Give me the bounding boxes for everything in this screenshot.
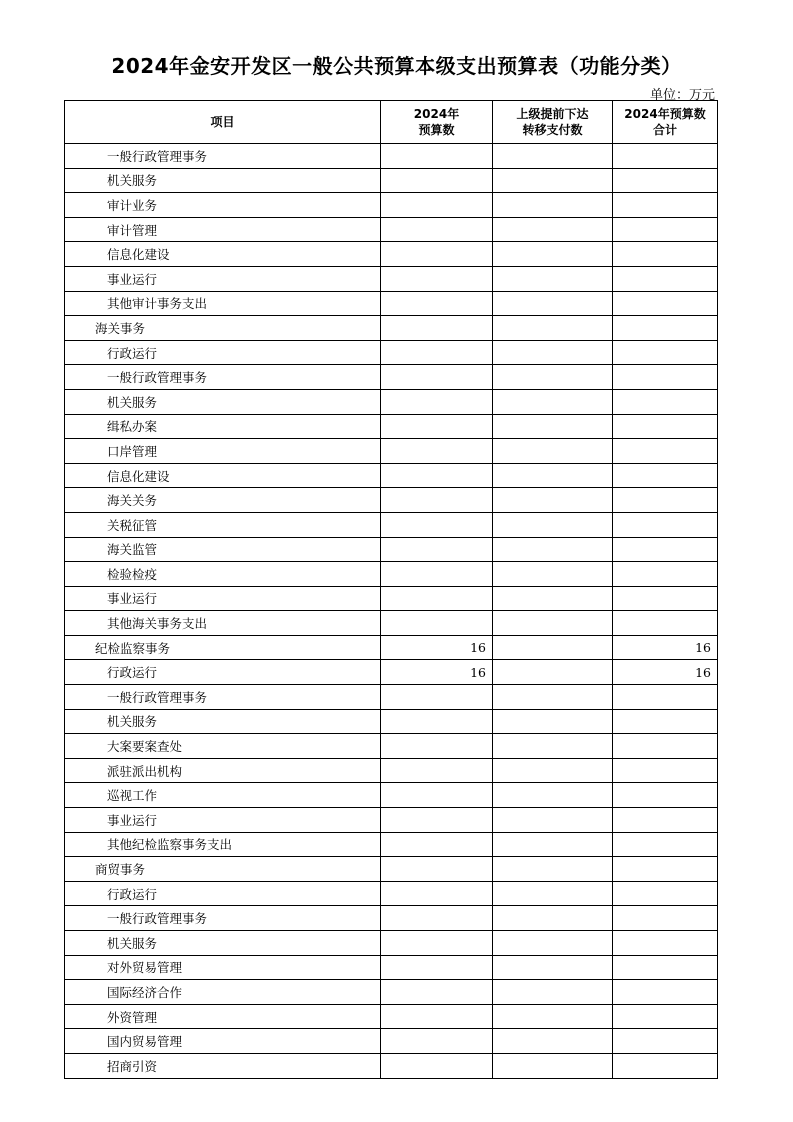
row-transfer-value	[493, 340, 613, 365]
row-item-name: 信息化建设	[65, 242, 381, 267]
row-total-value	[613, 242, 718, 267]
row-budget-value	[381, 906, 493, 931]
table-row	[65, 906, 718, 931]
row-budget-value	[381, 537, 493, 562]
row-item-name: 审计业务	[65, 193, 381, 218]
table-row	[65, 439, 718, 464]
row-item-name: 对外贸易管理	[65, 955, 381, 980]
table-row	[65, 734, 718, 759]
row-budget-value	[381, 414, 493, 439]
row-budget-value	[381, 1004, 493, 1029]
row-transfer-value	[493, 783, 613, 808]
row-item-name: 关税征管	[65, 512, 381, 537]
row-item-name: 口岸管理	[65, 439, 381, 464]
row-transfer-value	[493, 586, 613, 611]
row-total-value	[613, 414, 718, 439]
row-item-name: 海关事务	[65, 316, 381, 341]
row-transfer-value	[493, 144, 613, 169]
row-budget-value	[381, 316, 493, 341]
table-row	[65, 1004, 718, 1029]
row-budget-value	[381, 1053, 493, 1078]
row-total-value	[613, 611, 718, 636]
row-item-name: 其他审计事务支出	[65, 291, 381, 316]
row-item-name: 事业运行	[65, 808, 381, 833]
row-total-value	[613, 808, 718, 833]
table-row	[65, 266, 718, 291]
row-transfer-value	[493, 931, 613, 956]
row-total-value	[613, 1029, 718, 1054]
row-total-value	[613, 832, 718, 857]
row-item-name: 派驻派出机构	[65, 758, 381, 783]
table-row	[65, 758, 718, 783]
table-row	[65, 832, 718, 857]
row-total-value	[613, 439, 718, 464]
row-total-value	[613, 586, 718, 611]
row-transfer-value	[493, 389, 613, 414]
row-transfer-value	[493, 168, 613, 193]
row-item-name: 其他海关事务支出	[65, 611, 381, 636]
row-total-value	[613, 316, 718, 341]
row-item-name: 机关服务	[65, 709, 381, 734]
row-transfer-value	[493, 512, 613, 537]
row-item-name: 其他纪检监察事务支出	[65, 832, 381, 857]
row-budget-value	[381, 586, 493, 611]
row-budget-value	[381, 291, 493, 316]
table-row	[65, 611, 718, 636]
row-budget-value	[381, 463, 493, 488]
table-row	[65, 685, 718, 710]
header-total: 2024年预算数 合计	[613, 101, 718, 144]
row-total-value	[613, 955, 718, 980]
row-transfer-value	[493, 857, 613, 882]
row-transfer-value	[493, 685, 613, 710]
row-budget-value	[381, 340, 493, 365]
row-total-value	[613, 389, 718, 414]
table-row	[65, 783, 718, 808]
row-item-name: 招商引资	[65, 1053, 381, 1078]
row-budget-value	[381, 881, 493, 906]
row-transfer-value	[493, 906, 613, 931]
row-transfer-value	[493, 414, 613, 439]
row-item-name: 海关关务	[65, 488, 381, 513]
row-transfer-value	[493, 463, 613, 488]
table-row	[65, 1029, 718, 1054]
row-budget-value	[381, 685, 493, 710]
row-total-value	[613, 1053, 718, 1078]
table-row	[65, 537, 718, 562]
row-item-name: 国内贸易管理	[65, 1029, 381, 1054]
row-transfer-value	[493, 980, 613, 1005]
table-row	[65, 316, 718, 341]
row-transfer-value	[493, 808, 613, 833]
row-total-value	[613, 365, 718, 390]
row-item-name: 行政运行	[65, 881, 381, 906]
row-total-value	[613, 340, 718, 365]
row-item-name: 信息化建设	[65, 463, 381, 488]
row-item-name: 国际经济合作	[65, 980, 381, 1005]
row-budget-value	[381, 144, 493, 169]
table-row	[65, 857, 718, 882]
table-row	[65, 808, 718, 833]
header-transfer: 上级提前下达 转移支付数	[493, 101, 613, 144]
table-row	[65, 488, 718, 513]
row-budget-value	[381, 1029, 493, 1054]
table-row	[65, 980, 718, 1005]
table-row	[65, 1053, 718, 1078]
row-transfer-value	[493, 193, 613, 218]
row-transfer-value	[493, 488, 613, 513]
row-item-name: 一般行政管理事务	[65, 685, 381, 710]
row-total-value	[613, 168, 718, 193]
row-item-name: 大案要案查处	[65, 734, 381, 759]
row-budget-value	[381, 217, 493, 242]
row-budget-value	[381, 832, 493, 857]
row-item-name: 一般行政管理事务	[65, 906, 381, 931]
row-transfer-value	[493, 562, 613, 587]
row-transfer-value	[493, 611, 613, 636]
row-budget-value	[381, 389, 493, 414]
row-budget-value	[381, 783, 493, 808]
row-budget-value	[381, 266, 493, 291]
row-total-value	[613, 144, 718, 169]
row-total-value: 16	[613, 635, 718, 660]
row-transfer-value	[493, 537, 613, 562]
row-total-value	[613, 906, 718, 931]
row-transfer-value	[493, 881, 613, 906]
row-item-name: 一般行政管理事务	[65, 144, 381, 169]
unit-label: 单位：万元	[649, 88, 715, 103]
row-transfer-value	[493, 365, 613, 390]
row-transfer-value	[493, 1029, 613, 1054]
row-transfer-value	[493, 758, 613, 783]
row-item-name: 机关服务	[65, 168, 381, 193]
table-row	[65, 340, 718, 365]
table-row	[65, 389, 718, 414]
row-transfer-value	[493, 316, 613, 341]
row-total-value	[613, 291, 718, 316]
row-budget-value	[381, 734, 493, 759]
row-total-value	[613, 881, 718, 906]
table-row	[65, 414, 718, 439]
row-total-value	[613, 980, 718, 1005]
budget-table	[64, 100, 718, 1079]
row-budget-value	[381, 439, 493, 464]
row-transfer-value	[493, 709, 613, 734]
table-row	[65, 931, 718, 956]
row-total-value	[613, 512, 718, 537]
table-row	[65, 193, 718, 218]
row-transfer-value	[493, 266, 613, 291]
row-budget-value	[381, 857, 493, 882]
table-row	[65, 144, 718, 169]
row-transfer-value	[493, 832, 613, 857]
row-total-value	[613, 685, 718, 710]
row-item-name: 检验检疫	[65, 562, 381, 587]
row-budget-value	[381, 980, 493, 1005]
table-row	[65, 217, 718, 242]
table-row	[65, 512, 718, 537]
row-item-name: 事业运行	[65, 266, 381, 291]
row-total-value	[613, 463, 718, 488]
row-transfer-value	[493, 242, 613, 267]
table-row	[65, 463, 718, 488]
row-budget-value	[381, 512, 493, 537]
row-transfer-value	[493, 734, 613, 759]
row-budget-value	[381, 709, 493, 734]
row-total-value	[613, 562, 718, 587]
row-budget-value	[381, 611, 493, 636]
row-budget-value	[381, 758, 493, 783]
row-budget-value	[381, 193, 493, 218]
row-transfer-value	[493, 955, 613, 980]
row-total-value	[613, 709, 718, 734]
table-header-row	[65, 101, 718, 144]
table-row	[65, 168, 718, 193]
row-total-value	[613, 857, 718, 882]
table-row	[65, 291, 718, 316]
row-item-name: 机关服务	[65, 931, 381, 956]
row-transfer-value	[493, 660, 613, 685]
table-row	[65, 242, 718, 267]
row-budget-value	[381, 808, 493, 833]
row-item-name: 事业运行	[65, 586, 381, 611]
row-transfer-value	[493, 439, 613, 464]
table-row	[65, 660, 718, 685]
row-budget-value	[381, 931, 493, 956]
row-budget-value	[381, 242, 493, 267]
row-total-value	[613, 931, 718, 956]
row-budget-value	[381, 365, 493, 390]
row-item-name: 缉私办案	[65, 414, 381, 439]
table-row	[65, 955, 718, 980]
row-item-name: 纪检监察事务	[65, 635, 381, 660]
row-total-value	[613, 758, 718, 783]
row-total-value	[613, 266, 718, 291]
row-item-name: 机关服务	[65, 389, 381, 414]
row-total-value	[613, 217, 718, 242]
table-row	[65, 586, 718, 611]
table-row	[65, 709, 718, 734]
page-title: 2024年金安开发区一般公共预算本级支出预算表（功能分类）	[111, 54, 682, 78]
row-total-value	[613, 1004, 718, 1029]
row-item-name: 外资管理	[65, 1004, 381, 1029]
row-budget-value: 16	[381, 635, 493, 660]
row-item-name: 商贸事务	[65, 857, 381, 882]
header-item: 项目	[65, 101, 381, 144]
row-budget-value	[381, 488, 493, 513]
row-budget-value	[381, 562, 493, 587]
row-item-name: 巡视工作	[65, 783, 381, 808]
table-row	[65, 562, 718, 587]
row-total-value: 16	[613, 660, 718, 685]
row-budget-value: 16	[381, 660, 493, 685]
header-budget: 2024年 预算数	[381, 101, 493, 144]
row-transfer-value	[493, 1053, 613, 1078]
row-total-value	[613, 734, 718, 759]
row-item-name: 行政运行	[65, 660, 381, 685]
table-row	[65, 635, 718, 660]
row-transfer-value	[493, 635, 613, 660]
row-budget-value	[381, 168, 493, 193]
row-item-name: 一般行政管理事务	[65, 365, 381, 390]
row-total-value	[613, 537, 718, 562]
row-transfer-value	[493, 291, 613, 316]
row-total-value	[613, 783, 718, 808]
row-item-name: 海关监管	[65, 537, 381, 562]
row-total-value	[613, 193, 718, 218]
row-transfer-value	[493, 217, 613, 242]
row-total-value	[613, 488, 718, 513]
table-row	[65, 881, 718, 906]
row-budget-value	[381, 955, 493, 980]
table-row	[65, 365, 718, 390]
row-item-name: 行政运行	[65, 340, 381, 365]
row-item-name: 审计管理	[65, 217, 381, 242]
row-transfer-value	[493, 1004, 613, 1029]
